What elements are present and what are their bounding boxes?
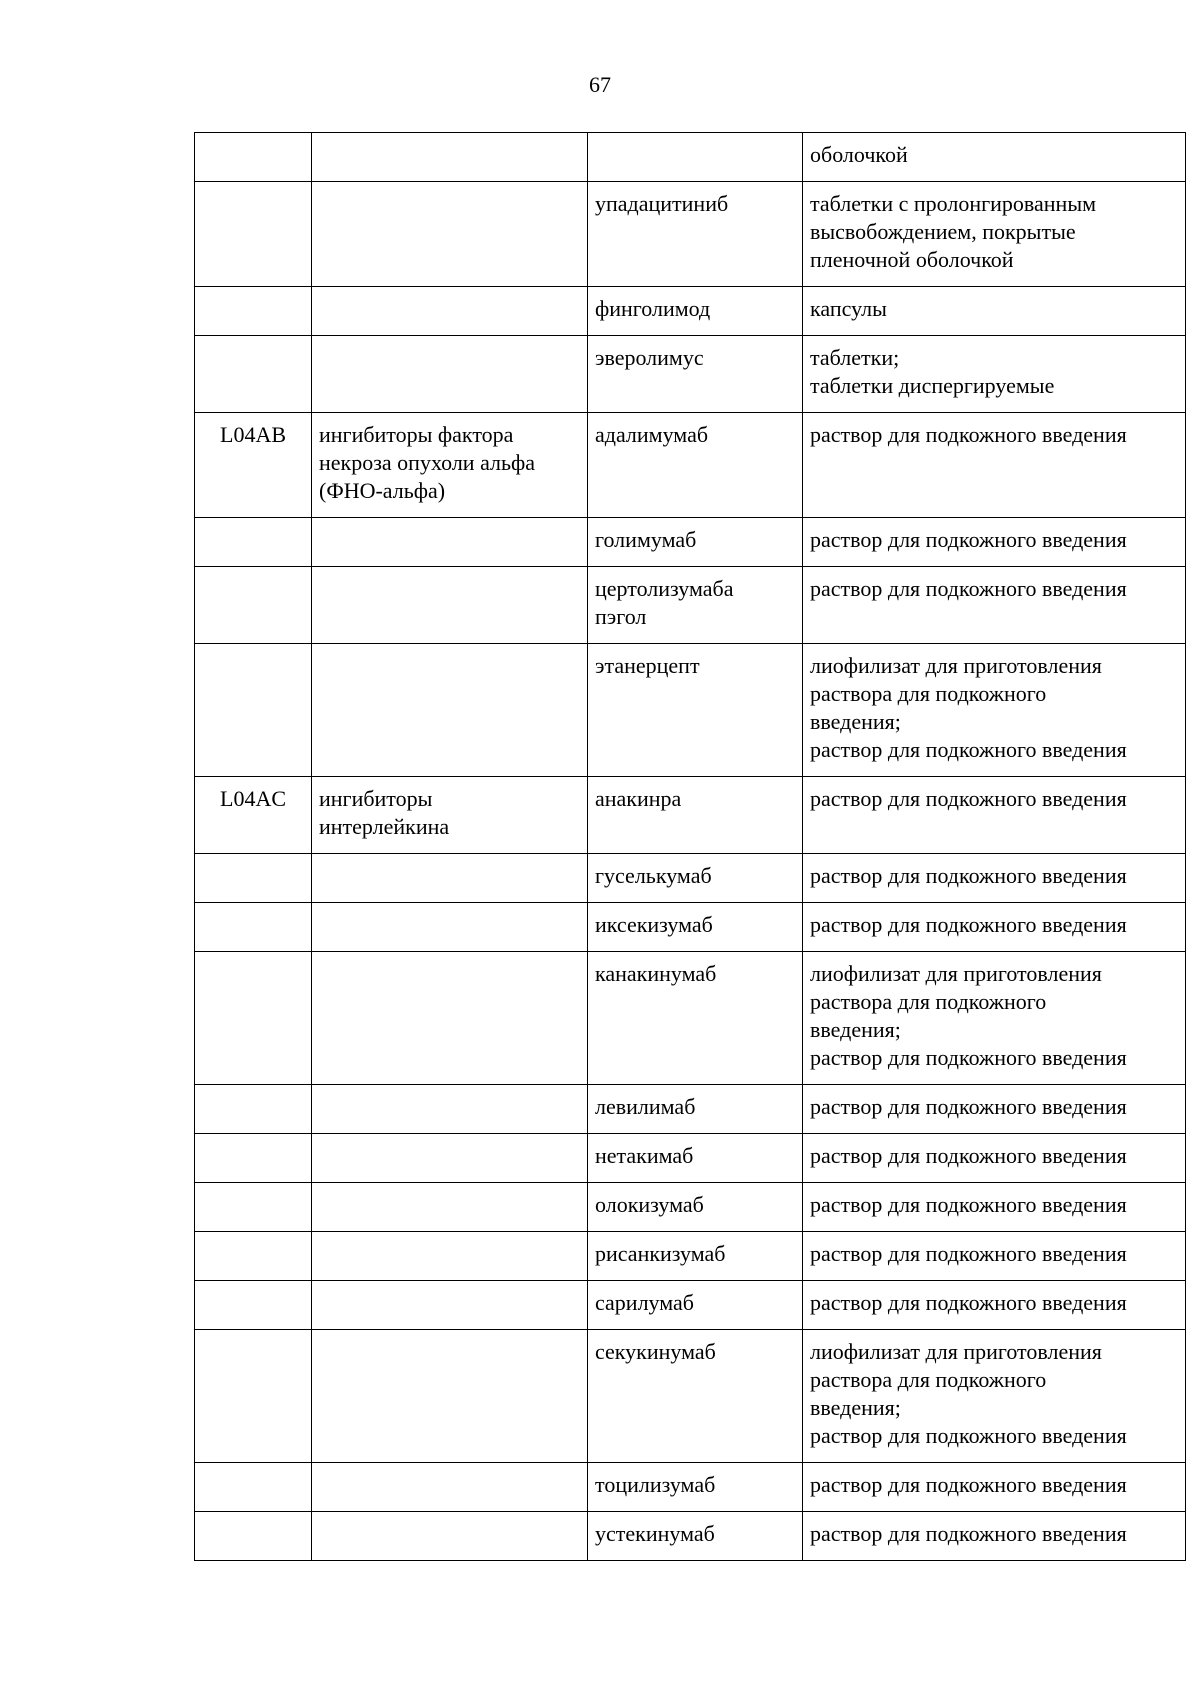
dosage-form-cell [803, 336, 1186, 413]
table-row [195, 777, 1186, 854]
dosage-form-line: таблетки; [810, 345, 900, 370]
atc-code-cell [195, 1134, 312, 1183]
dosage-form-line: раствор для подкожного введения [810, 1241, 1127, 1266]
pharmacological-group-cell [312, 1085, 588, 1134]
dosage-form-line: раствор для подкожного введения [810, 1045, 1127, 1070]
drug-name-cell [588, 1232, 803, 1281]
pharmacological-group-cell [312, 777, 588, 854]
drug-name-cell [588, 287, 803, 336]
pharmacological-group-cell [312, 1330, 588, 1463]
pharmacological-group-line: (ФНО-альфа) [319, 478, 446, 503]
atc-code-cell [195, 854, 312, 903]
dosage-form-cell [803, 952, 1186, 1085]
drug-name-line: олокизумаб [595, 1192, 704, 1217]
atc-code-cell [195, 1183, 312, 1232]
pharmacological-group-cell [312, 413, 588, 518]
atc-code: L04AC [220, 786, 286, 811]
pharmacological-group-cell [312, 1183, 588, 1232]
atc-code-cell [195, 903, 312, 952]
drug-name-cell [588, 1134, 803, 1183]
drug-name-cell [588, 336, 803, 413]
drug-name-cell [588, 1330, 803, 1463]
dosage-form-line: введения; [810, 1017, 901, 1042]
dosage-form-cell [803, 1183, 1186, 1232]
dosage-form-cell [803, 518, 1186, 567]
atc-code-cell [195, 644, 312, 777]
drug-name-line: устекинумаб [595, 1521, 715, 1546]
pharmacological-group-cell [312, 518, 588, 567]
dosage-form-line: введения; [810, 709, 901, 734]
drug-name-cell [588, 1085, 803, 1134]
pharmacological-group-cell [312, 567, 588, 644]
pharmacological-group-cell [312, 1463, 588, 1512]
drug-name-line: сарилумаб [595, 1290, 694, 1315]
pharmacological-group-cell [312, 903, 588, 952]
drug-name-cell [588, 1463, 803, 1512]
drug-name-line: адалимумаб [595, 422, 709, 447]
drug-name-line: эверолимус [595, 345, 704, 370]
dosage-form-cell [803, 1463, 1186, 1512]
pharmacological-group-cell [312, 644, 588, 777]
drug-name-line: рисанкизумаб [595, 1241, 726, 1266]
drug-name-line: финголимод [595, 296, 711, 321]
drug-name-cell [588, 1281, 803, 1330]
drug-name-cell [588, 413, 803, 518]
dosage-form-cell [803, 903, 1186, 952]
drug-name-cell [588, 1183, 803, 1232]
table-row [195, 903, 1186, 952]
pharmacological-group-line: интерлейкина [319, 814, 450, 839]
table-row [195, 1330, 1186, 1463]
table-row [195, 952, 1186, 1085]
table-row [195, 1281, 1186, 1330]
drug-table [194, 132, 1186, 1561]
dosage-form-cell [803, 1330, 1186, 1463]
pharmacological-group-cell [312, 1134, 588, 1183]
drug-name-cell [588, 777, 803, 854]
table-row [195, 133, 1186, 182]
dosage-form-line: раствор для подкожного введения [810, 737, 1127, 762]
pharmacological-group-cell [312, 133, 588, 182]
dosage-form-cell [803, 182, 1186, 287]
dosage-form-line: раствор для подкожного введения [810, 912, 1127, 937]
drug-name-line: гуселькумаб [595, 863, 712, 888]
pharmacological-group-line: ингибиторы [319, 786, 433, 811]
dosage-form-cell [803, 133, 1186, 182]
dosage-form-cell [803, 644, 1186, 777]
drug-name-line: упадацитиниб [595, 191, 729, 216]
pharmacological-group-line: ингибиторы фактора [319, 422, 514, 447]
table-row [195, 413, 1186, 518]
drug-name-line: голимумаб [595, 527, 697, 552]
atc-code-cell [195, 1330, 312, 1463]
drug-name-line: анакинра [595, 786, 682, 811]
drug-name-line: цертолизумаба [595, 576, 734, 601]
dosage-form-line: раствор для подкожного введения [810, 1143, 1127, 1168]
dosage-form-line: раствора для подкожного [810, 681, 1047, 706]
dosage-form-cell [803, 1512, 1186, 1561]
dosage-form-line: раствор для подкожного введения [810, 1192, 1127, 1217]
dosage-form-line: введения; [810, 1395, 901, 1420]
drug-name-line: канакинумаб [595, 961, 717, 986]
pharmacological-group-cell [312, 1232, 588, 1281]
dosage-form-line: раствор для подкожного введения [810, 1423, 1127, 1448]
table-body [195, 133, 1186, 1561]
atc-code-cell [195, 336, 312, 413]
dosage-form-cell [803, 1281, 1186, 1330]
drug-name-line: левилимаб [595, 1094, 696, 1119]
table-row [195, 1085, 1186, 1134]
dosage-form-line: раствор для подкожного введения [810, 863, 1127, 888]
atc-code-cell [195, 133, 312, 182]
pharmacological-group-cell [312, 854, 588, 903]
drug-name-line: тоцилизумаб [595, 1472, 716, 1497]
dosage-form-line: таблетки диспергируемые [810, 373, 1055, 398]
dosage-form-line: раствор для подкожного введения [810, 786, 1127, 811]
dosage-form-line: раствор для подкожного введения [810, 422, 1127, 447]
dosage-form-cell [803, 854, 1186, 903]
dosage-form-line: раствор для подкожного введения [810, 1290, 1127, 1315]
atc-code-cell [195, 182, 312, 287]
dosage-form-cell [803, 777, 1186, 854]
drug-name-line: нетакимаб [595, 1143, 694, 1168]
atc-code-cell [195, 567, 312, 644]
pharmacological-group-cell [312, 1281, 588, 1330]
dosage-form-line: оболочкой [810, 142, 908, 167]
table-row [195, 1134, 1186, 1183]
atc-code-cell [195, 413, 312, 518]
dosage-form-line: лиофилизат для приготовления [810, 1339, 1102, 1364]
atc-code-cell [195, 952, 312, 1085]
dosage-form-line: пленочной оболочкой [810, 247, 1014, 272]
drug-name-line: этанерцепт [595, 653, 700, 678]
atc-code-cell [195, 777, 312, 854]
dosage-form-line: раствора для подкожного [810, 1367, 1047, 1392]
drug-name-cell [588, 1512, 803, 1561]
atc-code: L04AB [220, 422, 286, 447]
dosage-form-line: раствор для подкожного введения [810, 1521, 1127, 1546]
atc-code-cell [195, 518, 312, 567]
dosage-form-cell [803, 287, 1186, 336]
drug-name-line: секукинумаб [595, 1339, 716, 1364]
pharmacological-group-cell [312, 287, 588, 336]
atc-code-cell [195, 1512, 312, 1561]
dosage-form-line: раствор для подкожного введения [810, 576, 1127, 601]
table-row [195, 1232, 1186, 1281]
table-row [195, 854, 1186, 903]
pharmacological-group-cell [312, 336, 588, 413]
atc-code-cell [195, 1281, 312, 1330]
dosage-form-line: раствор для подкожного введения [810, 1094, 1127, 1119]
atc-code-cell [195, 287, 312, 336]
dosage-form-cell [803, 1134, 1186, 1183]
atc-code-cell [195, 1232, 312, 1281]
pharmacological-group-cell [312, 1512, 588, 1561]
atc-code-cell [195, 1085, 312, 1134]
table-row [195, 644, 1186, 777]
table-row [195, 518, 1186, 567]
table-row [195, 1183, 1186, 1232]
dosage-form-line: раствор для подкожного введения [810, 527, 1127, 552]
table-row [195, 182, 1186, 287]
drug-name-cell [588, 567, 803, 644]
drug-name-cell [588, 518, 803, 567]
table-row [195, 287, 1186, 336]
dosage-form-line: капсулы [810, 296, 887, 321]
dosage-form-line: таблетки с пролонгированным [810, 191, 1097, 216]
page-number: 67 [589, 72, 611, 97]
dosage-form-cell [803, 1085, 1186, 1134]
drug-name-cell [588, 952, 803, 1085]
drug-name-cell [588, 644, 803, 777]
drug-name-line: иксекизумаб [595, 912, 713, 937]
drug-name-cell [588, 903, 803, 952]
pharmacological-group-cell [312, 952, 588, 1085]
drug-name-line: пэгол [595, 604, 647, 629]
dosage-form-line: лиофилизат для приготовления [810, 653, 1102, 678]
pharmacological-group-cell [312, 182, 588, 287]
dosage-form-line: лиофилизат для приготовления [810, 961, 1102, 986]
drug-name-cell [588, 854, 803, 903]
dosage-form-line: высвобождением, покрытые [810, 219, 1076, 244]
table-row [195, 336, 1186, 413]
table-row [195, 1463, 1186, 1512]
dosage-form-cell [803, 413, 1186, 518]
dosage-form-cell [803, 1232, 1186, 1281]
dosage-form-line: раствор для подкожного введения [810, 1472, 1127, 1497]
drug-name-cell [588, 133, 803, 182]
drug-name-cell [588, 182, 803, 287]
table-row [195, 567, 1186, 644]
table-row [195, 1512, 1186, 1561]
dosage-form-line: раствора для подкожного [810, 989, 1047, 1014]
dosage-form-cell [803, 567, 1186, 644]
atc-code-cell [195, 1463, 312, 1512]
pharmacological-group-line: некроза опухоли альфа [319, 450, 536, 475]
